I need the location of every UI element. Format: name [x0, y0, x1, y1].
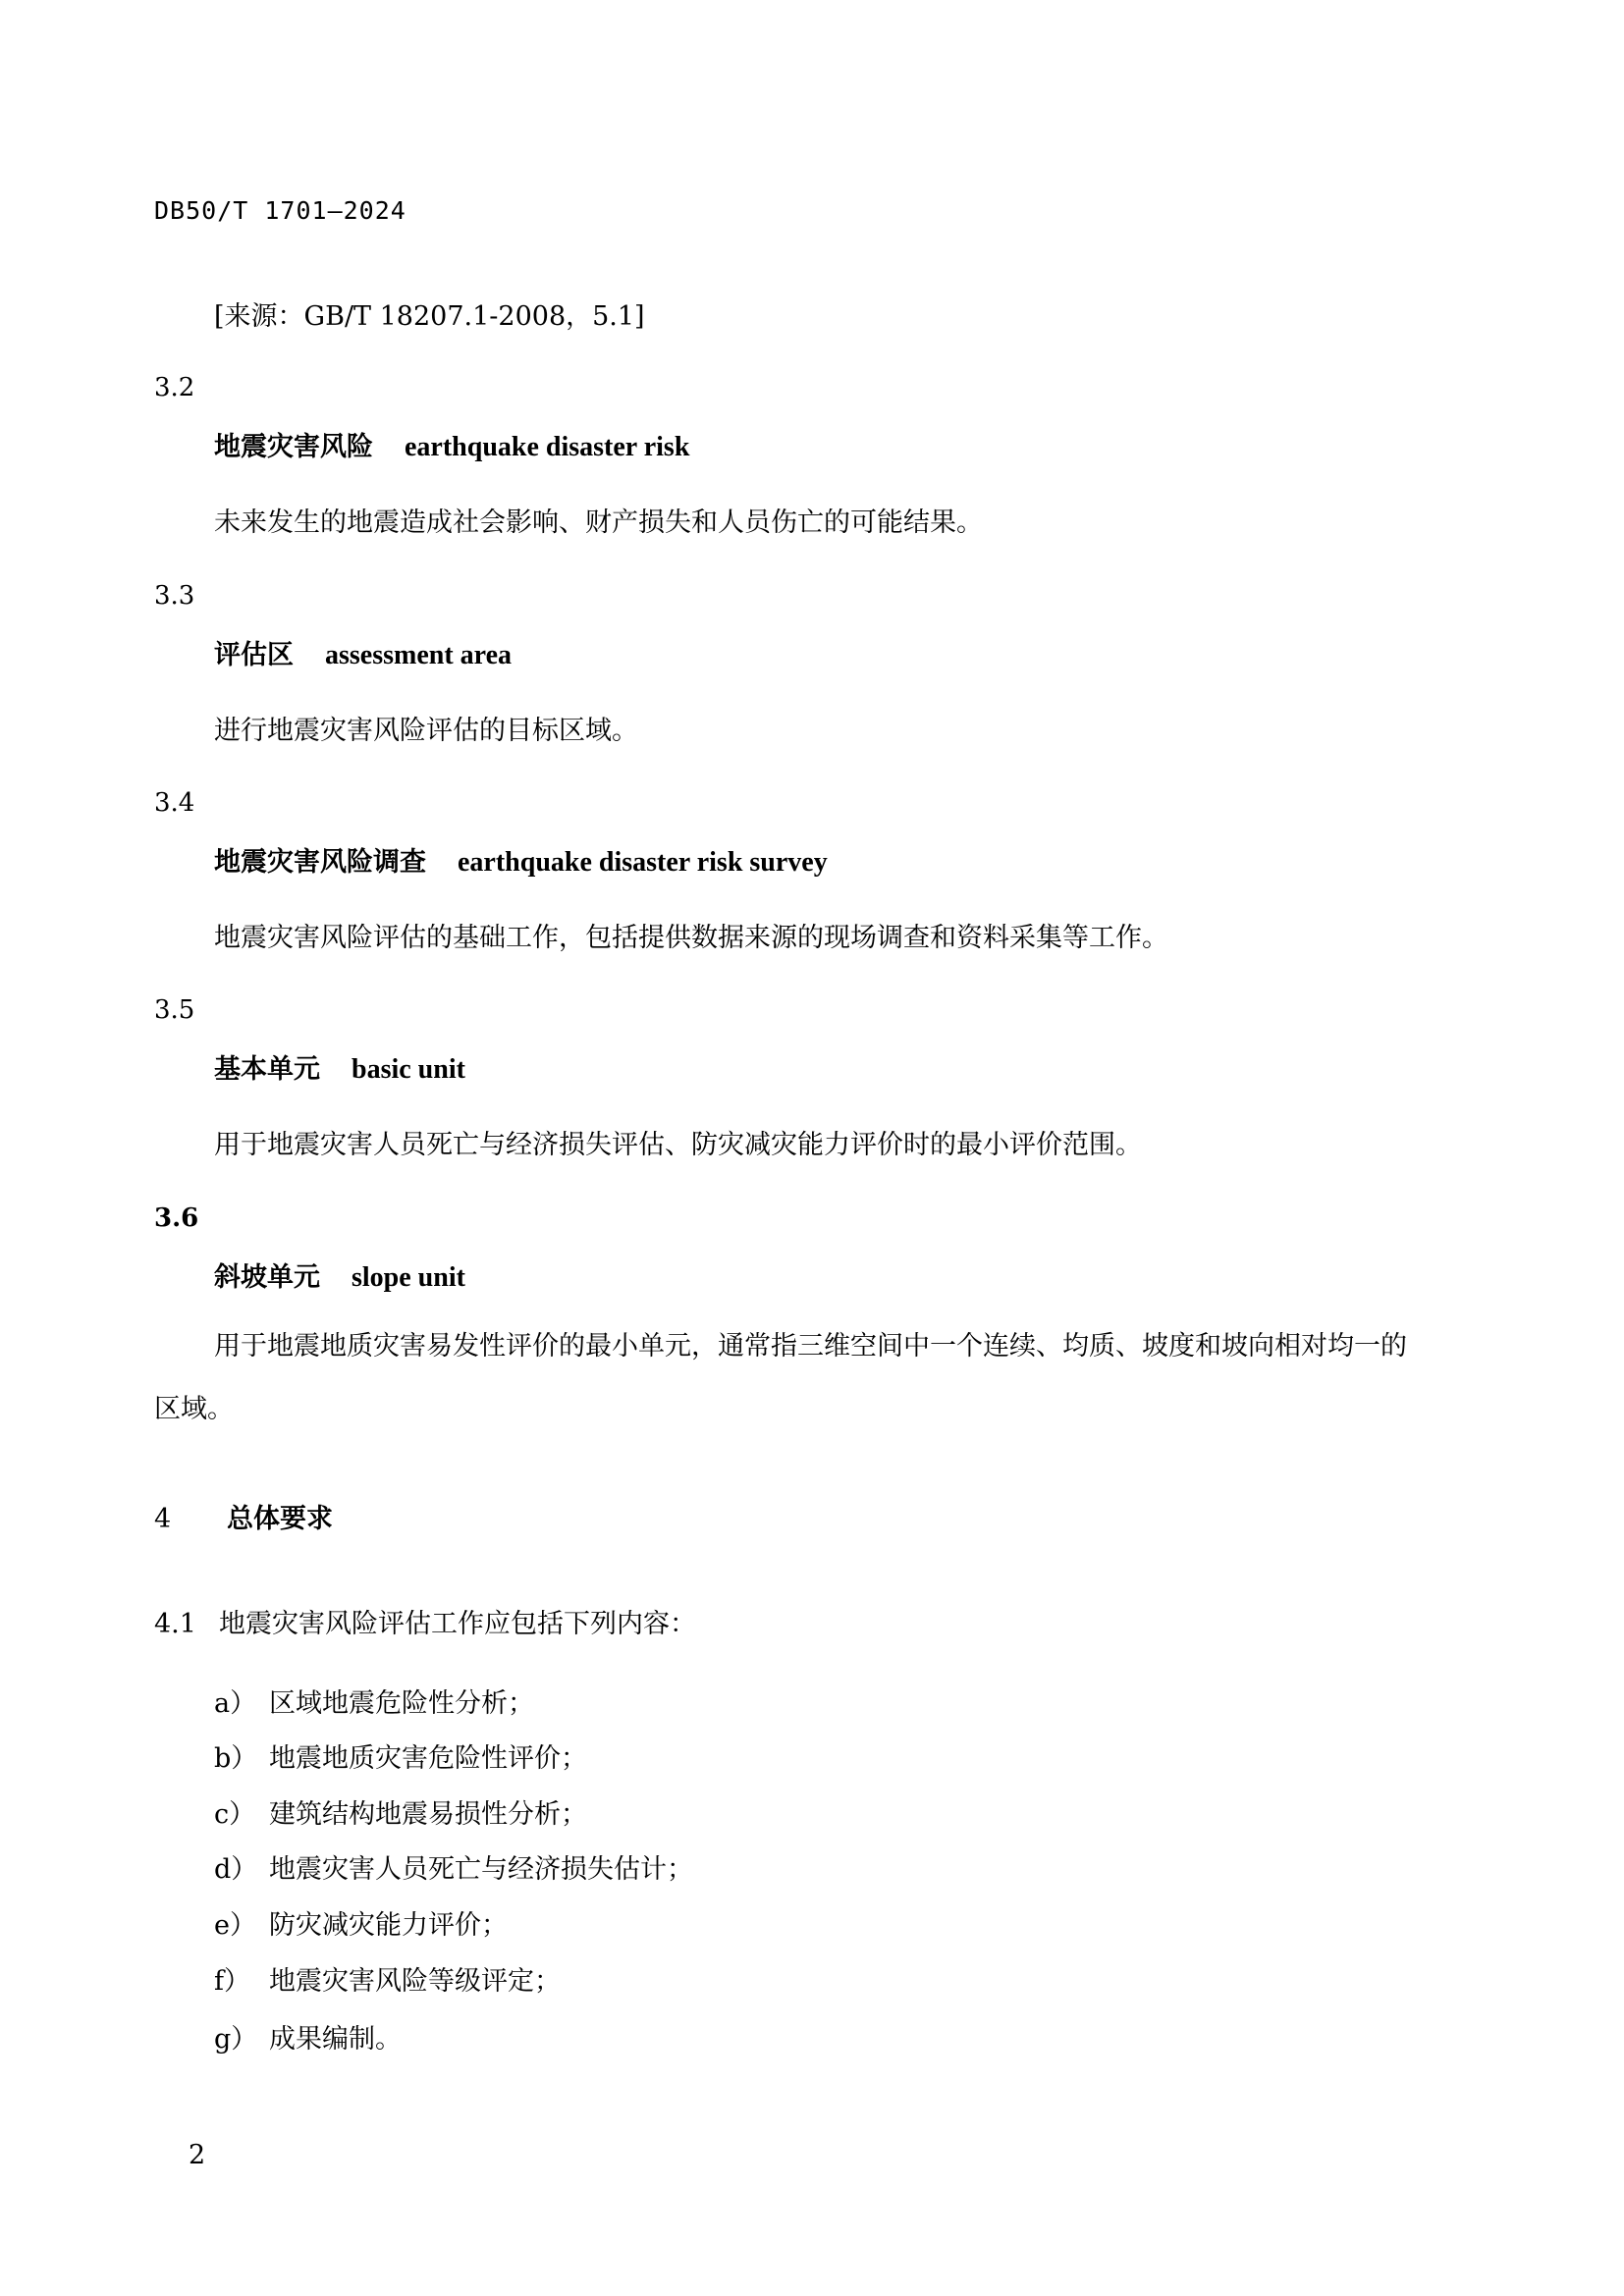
- term-definition: 地震灾害风险评估的基础工作，包括提供数据来源的现场调查和资料采集等工作。: [214, 923, 1168, 953]
- list-item: [214, 1736, 587, 1775]
- page-number: 2: [189, 2140, 206, 2170]
- list-item: [214, 1682, 534, 1720]
- term-en: assessment area: [325, 640, 513, 670]
- clause-4-1: [154, 1602, 696, 1640]
- term-number: 3.3: [154, 581, 195, 611]
- list-item-text: 成果编制。: [269, 2024, 402, 2055]
- source-note: [来源：GB/T 18207.1-2008，5.1]: [214, 301, 645, 332]
- list-item: [214, 1792, 587, 1831]
- list-item: [214, 1959, 561, 1998]
- term-zh: 地震灾害风险调查: [214, 847, 426, 878]
- term-en: earthquake disaster risk survey: [458, 847, 828, 878]
- term-zh: 评估区: [214, 640, 294, 670]
- document-id-header: DB50/T 1701—2024: [154, 196, 406, 225]
- section-heading: [154, 1497, 333, 1535]
- term-en: slope unit: [352, 1262, 465, 1293]
- term-heading: [214, 633, 512, 671]
- term-number: 3.5: [154, 995, 195, 1025]
- list-item-text: 防灾减灾能力评价；: [269, 1910, 508, 1941]
- term-number: 3.4: [154, 788, 195, 818]
- term-zh: 基本单元: [214, 1054, 320, 1085]
- list-item-label: c）: [214, 1799, 256, 1830]
- term-number: 3.6: [154, 1203, 199, 1233]
- clause-number: 4.1: [154, 1609, 196, 1639]
- term-heading: [214, 1047, 465, 1086]
- term-heading: [214, 425, 689, 463]
- term-definition: 未来发生的地震造成社会影响、财产损失和人员伤亡的可能结果。: [214, 507, 983, 538]
- list-item-label: b）: [214, 1743, 258, 1774]
- term-definition: 进行地震灾害风险评估的目标区域。: [214, 716, 638, 746]
- term-zh: 地震灾害风险: [214, 432, 373, 462]
- list-item-text: 地震灾害人员死亡与经济损失估计；: [269, 1854, 693, 1885]
- list-item-label: d）: [214, 1854, 258, 1885]
- list-item-text: 区域地震危险性分析；: [269, 1688, 534, 1719]
- section-title: 总体要求: [227, 1504, 333, 1534]
- term-heading: [214, 840, 828, 879]
- term-en: earthquake disaster risk: [405, 432, 690, 462]
- list-item: [214, 1847, 693, 1886]
- term-definition: 用于地震灾害人员死亡与经济损失评估、防灾减灾能力评价时的最小评价范围。: [214, 1130, 1142, 1160]
- list-item-label: a）: [214, 1688, 257, 1719]
- list-item-label: e）: [214, 1910, 256, 1941]
- list-item-text: 建筑结构地震易损性分析；: [269, 1799, 587, 1830]
- term-heading: [214, 1255, 465, 1294]
- list-item-label: f）: [214, 1966, 250, 1997]
- list-item-text: 地震灾害风险等级评定；: [269, 1966, 561, 1997]
- list-item-text: 地震地质灾害危险性评价；: [269, 1743, 587, 1774]
- clause-text: 地震灾害风险评估工作应包括下列内容：: [219, 1609, 696, 1639]
- list-item: [214, 1903, 508, 1942]
- section-number: 4: [154, 1504, 172, 1534]
- list-item: [214, 2017, 402, 2056]
- term-zh: 斜坡单元: [214, 1262, 320, 1293]
- list-item-label: g）: [214, 2024, 258, 2055]
- term-en: basic unit: [352, 1054, 465, 1085]
- term-definition: 用于地震地质灾害易发性评价的最小单元，通常指三维空间中一个连续、均质、坡度和坡向相对均一的区域。: [154, 1331, 1407, 1424]
- term-number: 3.2: [154, 373, 195, 402]
